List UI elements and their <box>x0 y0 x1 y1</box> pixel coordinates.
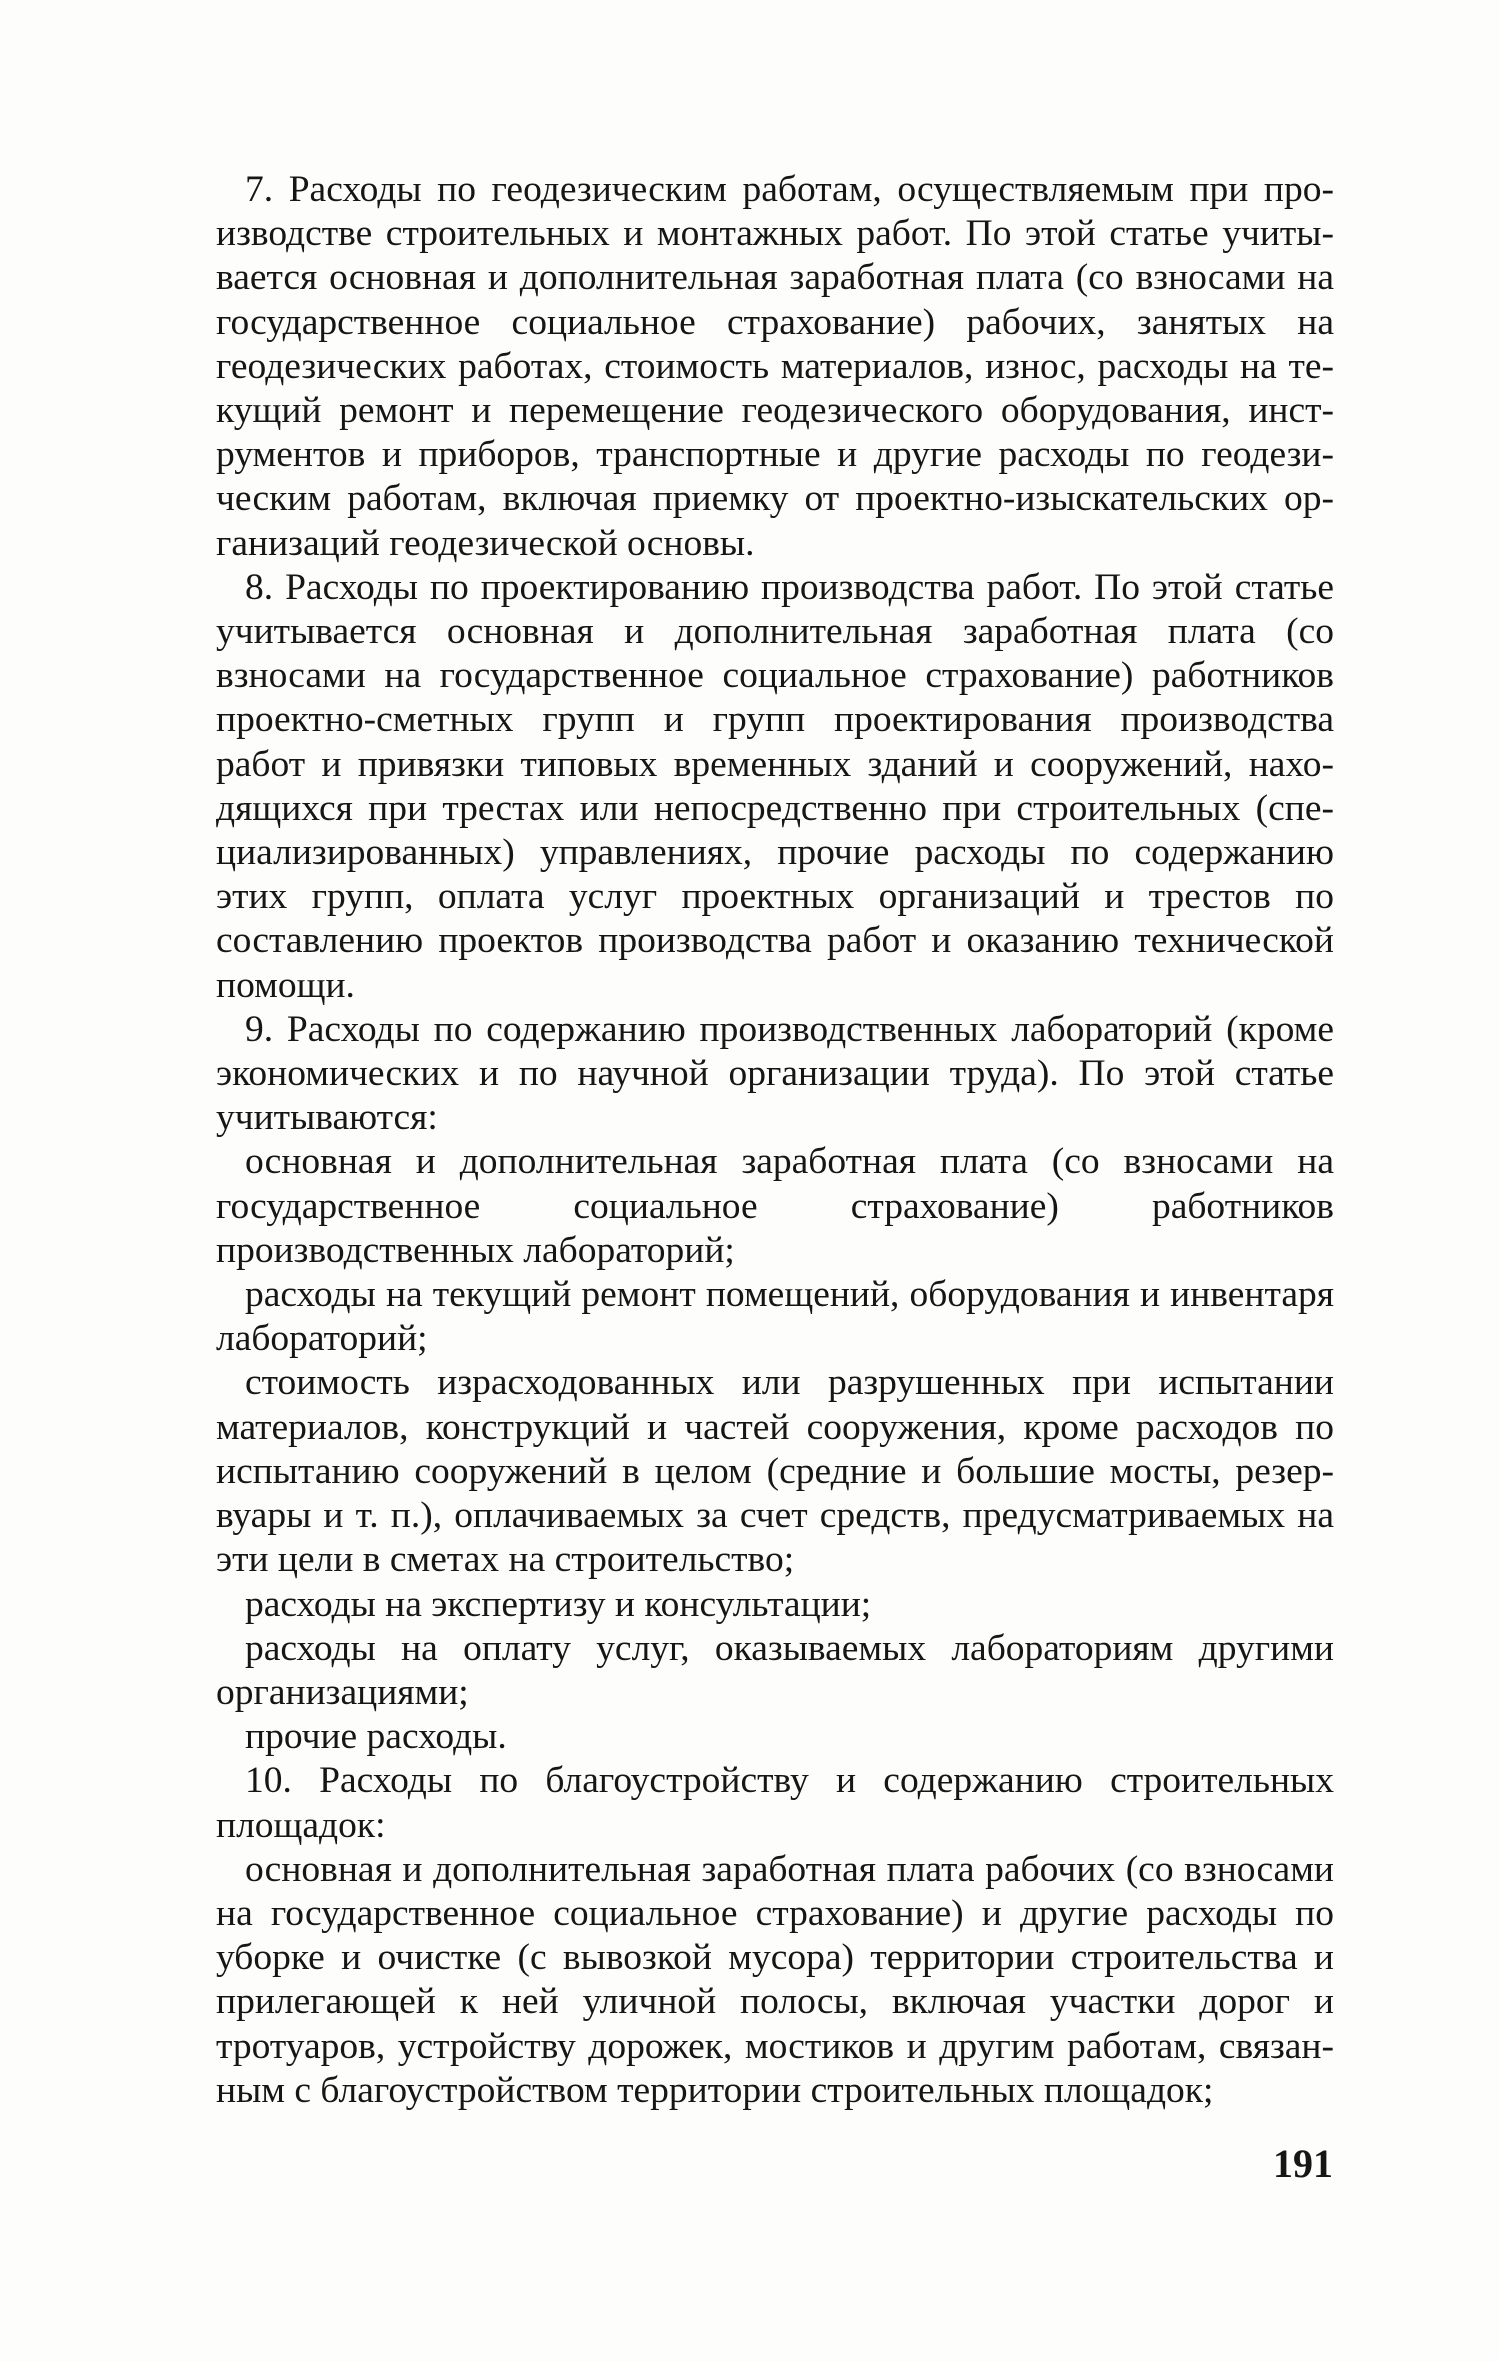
paragraph-lab-expertise: расходы на экспертизу и консультации; <box>245 1583 872 1625</box>
body-text <box>216 168 1334 2113</box>
paragraph-lab-wages: основная и дополнительная заработная плата (со взносами на государственное социальное страхование) работников производственных лабораторий; <box>216 1141 1334 1271</box>
paragraph-site-wages: основная и дополнительная заработная плата рабочих (со взносами на государственное социальное страхование) и другие расходы по уборке и очистке (с вывозкой мусора) территории строительства и прилегающей к ней уличной полосы, включая участки дорог и тротуаров, устройству дорожек, мостиков и другим работам, связанным с благоустройством территории строительных площадок; <box>216 1848 1334 2111</box>
paragraph-lab-other: прочие расходы. <box>245 1716 507 1758</box>
paragraph-lab-materials: стоимость израсходованных или разрушенных при испытании материалов, конструкций и частей сооружения, кроме расходов по испытанию сооружений в целом (средние и большие мосты, резервуары и т. п.), оплачиваемых за счет средств, предусматриваемых на эти цели в сметах на строительство; <box>216 1362 1334 1581</box>
page-number: 191 <box>1273 2141 1333 2186</box>
paragraph-item-7: 7. Расходы по геодезическим работам, осуществляемым при производстве строительных и монтажных работ. По этой статье учитывается основная и дополнительная заработная плата (со взносами на государственное социальное страхование) рабочих, занятых на геодезических работах, стоимость материалов, износ, расходы на текущий ремонт и перемещение геодезического оборудования, инструментов и приборов, транспортные и другие расходы по геодезическим работам, включая приемку от проектно-изыскательских организаций геодезической основы. <box>216 169 1334 564</box>
paragraph-item-10: 10. Расходы по благоустройству и содержанию строительных площадок: <box>216 1760 1334 1846</box>
paragraph-lab-repair: расходы на текущий ремонт помещений, оборудования и инвентаря лабораторий; <box>216 1274 1334 1360</box>
paragraph-lab-services: расходы на оплату услуг, оказываемых лабораториям другими организациями; <box>216 1627 1334 1713</box>
paragraph-item-8: 8. Расходы по проектированию производства работ. По этой статье учитывается основная и дополнительная заработная плата (со взносами на государственное социальное страхование) работников проектно-сметных групп и групп проектирования производства работ и привязки типовых временных зданий и сооружений, находящихся при трестах или непосредственно при строительных (специализированных) управлениях, прочие расходы по содержанию этих групп, оплата услуг проектных организаций и трестов по составлению проектов производства работ и оказанию технической помощи. <box>216 566 1334 1006</box>
paragraph-item-9: 9. Расходы по содержанию производственных лабораторий (кроме экономических и по научной организации труда). По этой статье учитываются: <box>216 1008 1334 1139</box>
